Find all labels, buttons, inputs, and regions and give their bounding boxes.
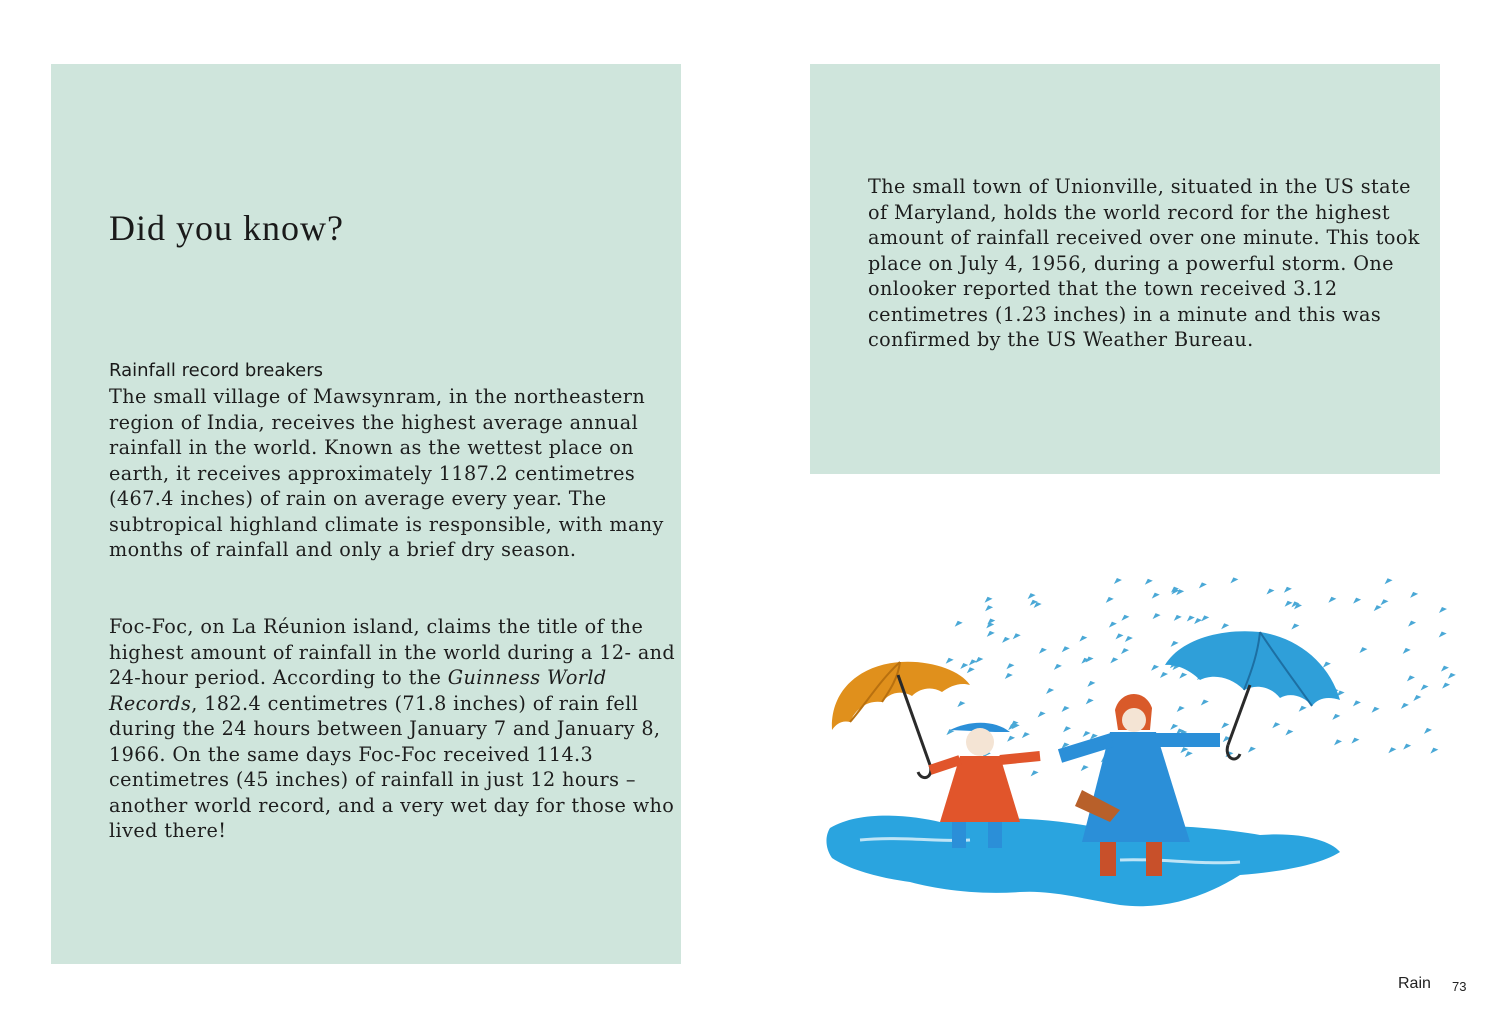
guinness-title: Guinness World Records [109,666,607,715]
raindrop [1174,615,1182,621]
raindrop [1266,589,1274,595]
raindrop [1110,657,1118,663]
raindrop [1221,623,1229,629]
raindrop [1353,598,1361,604]
raindrop [1351,738,1359,744]
raindrop [1006,663,1014,669]
raindrop [986,622,994,628]
raindrop [1125,636,1133,642]
raindrop [1081,765,1089,771]
raindrop [1038,711,1046,717]
raindrop [1170,724,1178,730]
mawsynram-paragraph: The small village of Mawsynram, in the northeastern region of India, receives the highest average annual rainfall in the world. Known as the wettest place on earth, it receives approximately 1187.2 centimetres (467.4 inches) of rain on average every year. The subtropical highland climate is responsible, with many months of rainfall and only a brief dry season. [109,385,664,561]
raindrop [1160,672,1168,678]
raindrop [1201,615,1209,621]
raindrop [1187,615,1195,621]
raindrop [1448,673,1456,679]
raindrop [1421,684,1429,690]
raindrop [1403,744,1411,750]
raindrop [1413,695,1421,701]
raindrop [1031,770,1039,776]
raindrop [1063,726,1071,732]
section-subheading: Rainfall record breakers [109,360,324,381]
raindrop [1121,648,1129,654]
raindrop [1013,633,1021,639]
raindrop [985,597,993,603]
raindrop [1046,688,1054,694]
raindrop [1407,675,1415,681]
raindrop [987,631,995,637]
raindrop [1388,747,1396,753]
raindrop [1179,673,1187,679]
raindrop [1180,747,1188,753]
raindrop [1185,751,1193,757]
raindrop [1199,582,1207,588]
puddle [826,816,1340,907]
raindrop [1114,578,1122,584]
raindrop [1272,722,1280,728]
raindrop [1005,673,1013,679]
unionville-paragraph: The small town of Unionville, situated in the US state of Maryland, holds the world record for the highest amount of rainfall received over one minute. This took place on July 4, 1956, during a powerful storm. One onlooker reported that the town received 3.12 centimetres (1.23 inches) in a minute and this was confirmed by the US Weather Bureau. [868,175,1420,351]
raindrop [985,605,993,611]
raindrop [1299,706,1307,712]
raindrop [967,667,975,673]
raindrop [1121,615,1129,621]
raindrop [1439,631,1447,637]
foc-foc-text-end: , 182.4 centimetres (71.8 inches) of rain fell during the 24 hours between January 7 and January 8, 1966. On the same days Foc-Foc received 114.3 centimetres (45 inches) of rainfall in just 12 hours – another world record, and a very wet day for those who lived there! [109,691,675,842]
raindrop [957,701,965,707]
raindrop [946,658,954,664]
raindrop [1285,730,1293,736]
raindrop [1380,599,1388,605]
raindrop [1424,728,1432,734]
raindrop [1153,613,1161,619]
raindrop [1408,621,1416,627]
raindrop [975,657,983,663]
raindrop [1323,662,1331,668]
raindrop [1403,648,1411,654]
raindrop [1022,732,1030,738]
raindrop [1328,597,1336,603]
raindrop [1194,618,1202,624]
raindrop [1039,648,1047,654]
raindrop [1401,703,1409,709]
foc-foc-paragraph [109,614,681,844]
raindrop [1002,637,1010,643]
raindrop [1171,641,1179,647]
raindrop [1285,601,1293,607]
page-number: 73 [1452,979,1467,994]
raindrop [1291,624,1299,630]
raindrop [1442,683,1450,689]
raindrop [1087,681,1095,687]
raindrop [960,663,968,669]
raindrop [1332,714,1340,720]
raindrop [1079,636,1087,642]
raindrop [955,621,963,627]
raindrop [1054,664,1062,670]
page-heading: Did you know? [109,208,344,248]
raindrop [1007,736,1015,742]
raindrop [1201,700,1209,706]
raindrop [1334,739,1342,745]
raindrop [1152,593,1160,599]
raindrop [1359,647,1367,653]
running-footer-section: Rain [1398,975,1431,992]
raindrop [1062,706,1070,712]
raindrop [1248,747,1256,753]
raindrop [1109,622,1117,628]
raindrop [1115,633,1123,639]
right-info-panel [810,64,1440,474]
raindrop [1221,723,1229,729]
raindrop [1086,698,1094,704]
raindrop [1230,577,1238,583]
raindrop [1028,593,1036,599]
raindrop [1430,748,1438,754]
raindrop [1353,700,1361,706]
left-info-panel [51,64,681,964]
raindrop [1410,592,1418,598]
raindrop [1374,605,1382,611]
raindrop [1177,706,1185,712]
foc-foc-text-start: Foc-Foc, on La Réunion island, claims the title of the highest amount of rainfall in the world during a 12- and 24-hour period. According to the [109,615,676,689]
rain-illustration [820,560,1490,970]
raindrop [1385,578,1393,584]
raindrop [1106,597,1114,603]
raindrop [1083,731,1091,737]
raindrop [1062,646,1070,652]
raindrop [1372,707,1380,713]
raindrop [1145,579,1153,585]
raindrop [1441,666,1449,672]
raindrop [1151,665,1159,671]
raindrop [1439,607,1447,613]
raindrop [1284,587,1292,593]
